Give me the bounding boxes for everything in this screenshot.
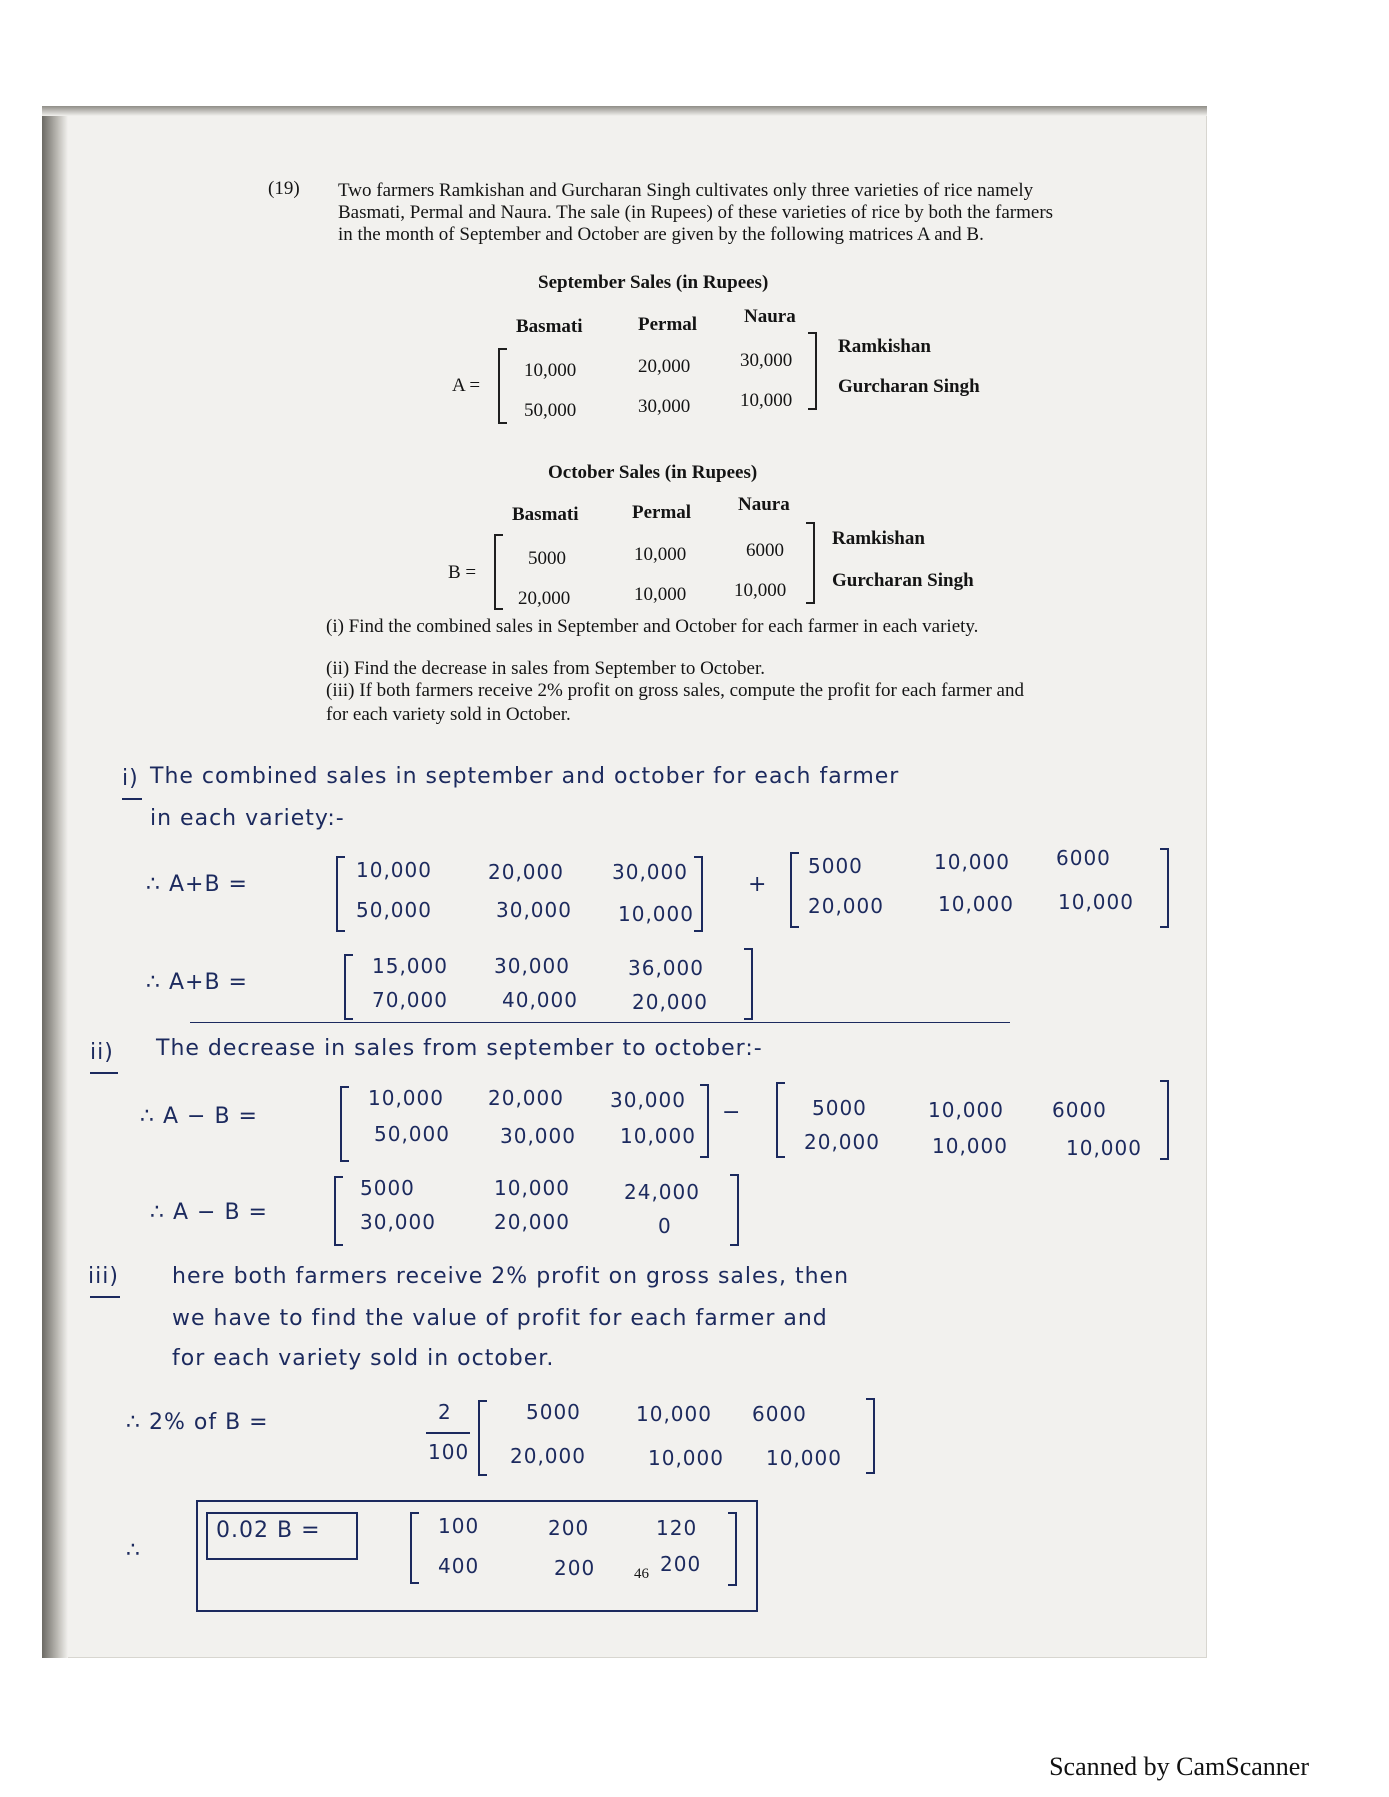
i-res-r2c1: 70,000 bbox=[372, 988, 448, 1012]
part-i-text: (i) Find the combined sales in September and October for each farmer in each variety. bbox=[326, 616, 979, 637]
solution-iii-marker: iii) bbox=[88, 1264, 119, 1289]
ii-m2-r2c1: 20,000 bbox=[804, 1130, 880, 1154]
part-iii-text: (iii) If both farmers receive 2% profit on gross sales, compute the profit for each farmer and bbox=[326, 680, 1024, 701]
i-m1-r1c3: 30,000 bbox=[612, 860, 688, 884]
ii-res-r2c1: 30,000 bbox=[360, 1210, 436, 1234]
iii-m-r2c1: 20,000 bbox=[510, 1444, 586, 1468]
page-number: 46 bbox=[634, 1566, 649, 1582]
ii-res-r1c3: 24,000 bbox=[624, 1180, 700, 1204]
iii-m-r2c3: 10,000 bbox=[766, 1446, 842, 1470]
i-m2-r1c2: 10,000 bbox=[934, 850, 1010, 874]
solution-iii-res-left bbox=[410, 1512, 419, 1584]
ii-m1-r1c3: 30,000 bbox=[610, 1088, 686, 1112]
solution-i-marker: i) bbox=[122, 766, 139, 791]
b-r2-c1: 20,000 bbox=[518, 588, 571, 609]
question-line-2: Basmati, Permal and Naura. The sale (in Rupees) of these varieties of rice by both the farmers bbox=[338, 202, 1054, 223]
solution-ii-eq2-label: ∴ A − B = bbox=[150, 1200, 268, 1225]
solution-ii-heading: The decrease in sales from september to october:- bbox=[156, 1036, 763, 1061]
i-m1-r2c2: 30,000 bbox=[496, 898, 572, 922]
b-r1-c3: 6000 bbox=[746, 540, 784, 561]
i-m2-r1c1: 5000 bbox=[808, 854, 863, 878]
ii-res-r2c3: 0 bbox=[658, 1214, 672, 1238]
i-m2-r2c2: 10,000 bbox=[938, 892, 1014, 916]
iii-res-r2c1: 400 bbox=[438, 1554, 480, 1578]
solution-iii-text-3: for each variety sold in october. bbox=[172, 1346, 555, 1371]
part-iii-text-cont: for each variety sold in October. bbox=[326, 704, 571, 725]
b-row-label-ramkishan: Ramkishan bbox=[832, 528, 925, 549]
b-r2-c2: 10,000 bbox=[634, 584, 687, 605]
a-r2-c1: 50,000 bbox=[524, 400, 577, 421]
solution-ii-minus: − bbox=[722, 1100, 742, 1125]
solution-iii-res-right bbox=[728, 1512, 737, 1586]
ii-m2-r1c3: 6000 bbox=[1052, 1098, 1107, 1122]
page-edge-shadow bbox=[42, 106, 68, 1658]
solution-ii-m2-left bbox=[776, 1082, 785, 1158]
i-res-r2c2: 40,000 bbox=[502, 988, 578, 1012]
ii-m1-r1c2: 20,000 bbox=[488, 1086, 564, 1110]
solution-i-plus: + bbox=[748, 872, 768, 897]
i-m1-r1c1: 10,000 bbox=[356, 858, 432, 882]
i-res-r2c3: 20,000 bbox=[632, 990, 708, 1014]
solution-i-m2-left bbox=[790, 852, 799, 928]
solution-iii-text-1: here both farmers receive 2% profit on gross sales, then bbox=[172, 1264, 850, 1289]
solution-ii-m2-right bbox=[1160, 1080, 1169, 1160]
matrix-a-right-bracket bbox=[808, 332, 817, 410]
solution-ii-m1-right bbox=[700, 1084, 709, 1158]
solution-iii-m-left bbox=[478, 1400, 487, 1476]
i-m1-r2c1: 50,000 bbox=[356, 898, 432, 922]
ii-m2-r1c2: 10,000 bbox=[928, 1098, 1004, 1122]
solution-iii-therefore: ∴ bbox=[126, 1538, 141, 1563]
solution-ii-res-right bbox=[730, 1174, 739, 1246]
i-m2-r2c1: 20,000 bbox=[808, 894, 884, 918]
iii-m-r2c2: 10,000 bbox=[648, 1446, 724, 1470]
ii-res-r1c1: 5000 bbox=[360, 1176, 415, 1200]
ii-m1-r2c2: 30,000 bbox=[500, 1124, 576, 1148]
ii-m2-r1c1: 5000 bbox=[812, 1096, 867, 1120]
matrix-b-right-bracket bbox=[806, 522, 815, 604]
solution-ii-m1-left bbox=[340, 1086, 349, 1162]
solution-iii-text-2: we have to find the value of profit for each farmer and bbox=[172, 1306, 828, 1331]
september-title: September Sales (in Rupees) bbox=[538, 272, 769, 293]
solution-i-heading-1: The combined sales in september and october for each farmer bbox=[150, 764, 900, 789]
scanner-watermark: Scanned by CamScanner bbox=[1049, 1752, 1309, 1781]
solution-ii-marker: ii) bbox=[90, 1040, 114, 1065]
sep-col-permal: Permal bbox=[638, 314, 698, 335]
solution-i-heading-2: in each variety:- bbox=[150, 806, 345, 831]
solution-ii-marker-underline bbox=[90, 1072, 118, 1074]
iii-m-r1c1: 5000 bbox=[526, 1400, 581, 1424]
solution-ii-eq1-label: ∴ A − B = bbox=[140, 1104, 258, 1129]
ii-m2-r2c3: 10,000 bbox=[1066, 1136, 1142, 1160]
iii-m-r1c3: 6000 bbox=[752, 1402, 807, 1426]
solution-i-m1-right bbox=[694, 856, 703, 932]
solution-iii-marker-underline bbox=[90, 1296, 120, 1298]
ii-m1-r1c1: 10,000 bbox=[368, 1086, 444, 1110]
i-m1-r1c2: 20,000 bbox=[488, 860, 564, 884]
oct-col-basmati: Basmati bbox=[512, 504, 579, 525]
iii-res-r2c2: 200 bbox=[554, 1556, 596, 1580]
oct-col-naura: Naura bbox=[738, 494, 790, 515]
matrix-a-label: A = bbox=[452, 375, 481, 396]
b-r2-c3: 10,000 bbox=[734, 580, 787, 601]
ii-res-r2c2: 20,000 bbox=[494, 1210, 570, 1234]
solution-iii-eq1-label: ∴ 2% of B = bbox=[126, 1410, 269, 1435]
matrix-b-left-bracket bbox=[494, 534, 503, 610]
solution-i-res-left bbox=[344, 954, 353, 1020]
a-r1-c2: 20,000 bbox=[638, 356, 691, 377]
i-m1-r2c3: 10,000 bbox=[618, 902, 694, 926]
solution-iii-m-right bbox=[866, 1398, 875, 1474]
ii-m2-r2c2: 10,000 bbox=[932, 1134, 1008, 1158]
a-row-label-ramkishan: Ramkishan bbox=[838, 336, 931, 357]
solution-i-eq2-label: ∴ A+B = bbox=[146, 970, 248, 995]
solution-i-res-right bbox=[744, 948, 753, 1020]
solution-i-eq1-label: ∴ A+B = bbox=[146, 872, 248, 897]
matrix-b-label: B = bbox=[448, 562, 477, 583]
question-line-1: Two farmers Ramkishan and Gurcharan Singh cultivates only three varieties of rice namely bbox=[338, 180, 1034, 201]
i-res-r1c1: 15,000 bbox=[372, 954, 448, 978]
a-r1-c3: 30,000 bbox=[740, 350, 793, 371]
iii-res-r1c1: 100 bbox=[438, 1514, 480, 1538]
matrix-a-left-bracket bbox=[498, 348, 507, 424]
ii-res-r1c2: 10,000 bbox=[494, 1176, 570, 1200]
ii-m1-r2c3: 10,000 bbox=[620, 1124, 696, 1148]
solution-ii-res-left bbox=[334, 1176, 343, 1246]
solution-iii-eq2-label: 0.02 B = bbox=[216, 1518, 321, 1543]
solution-i-marker-underline bbox=[122, 798, 142, 800]
october-title: October Sales (in Rupees) bbox=[548, 462, 758, 483]
i-res-r1c2: 30,000 bbox=[494, 954, 570, 978]
part-ii-text: (ii) Find the decrease in sales from September to October. bbox=[326, 658, 765, 679]
page-top-edge bbox=[42, 106, 1207, 116]
solution-i-m2-right bbox=[1160, 848, 1169, 928]
solution-iii-frac-num: 2 bbox=[438, 1400, 452, 1424]
oct-col-permal: Permal bbox=[632, 502, 692, 523]
sep-col-basmati: Basmati bbox=[516, 316, 583, 337]
a-r2-c3: 10,000 bbox=[740, 390, 793, 411]
b-row-label-gurcharan: Gurcharan Singh bbox=[832, 570, 974, 591]
question-line-3: in the month of September and October are given by the following matrices A and B. bbox=[338, 224, 984, 245]
solution-i-m1-left bbox=[336, 856, 345, 932]
iii-res-r1c2: 200 bbox=[548, 1516, 590, 1540]
ii-m1-r2c1: 50,000 bbox=[374, 1122, 450, 1146]
b-r1-c2: 10,000 bbox=[634, 544, 687, 565]
i-m2-r1c3: 6000 bbox=[1056, 846, 1111, 870]
iii-res-r1c3: 120 bbox=[656, 1516, 698, 1540]
a-r2-c2: 30,000 bbox=[638, 396, 691, 417]
b-r1-c1: 5000 bbox=[528, 548, 566, 569]
a-row-label-gurcharan: Gurcharan Singh bbox=[838, 376, 980, 397]
a-r1-c1: 10,000 bbox=[524, 360, 577, 381]
solution-iii-frac-bar bbox=[426, 1432, 470, 1434]
iii-res-r2c3: 200 bbox=[660, 1552, 702, 1576]
solution-i-separator bbox=[190, 1022, 1010, 1023]
solution-iii-frac-den: 100 bbox=[428, 1440, 470, 1464]
i-m2-r2c3: 10,000 bbox=[1058, 890, 1134, 914]
sep-col-naura: Naura bbox=[744, 306, 796, 327]
question-number: (19) bbox=[268, 178, 300, 199]
iii-m-r1c2: 10,000 bbox=[636, 1402, 712, 1426]
i-res-r1c3: 36,000 bbox=[628, 956, 704, 980]
